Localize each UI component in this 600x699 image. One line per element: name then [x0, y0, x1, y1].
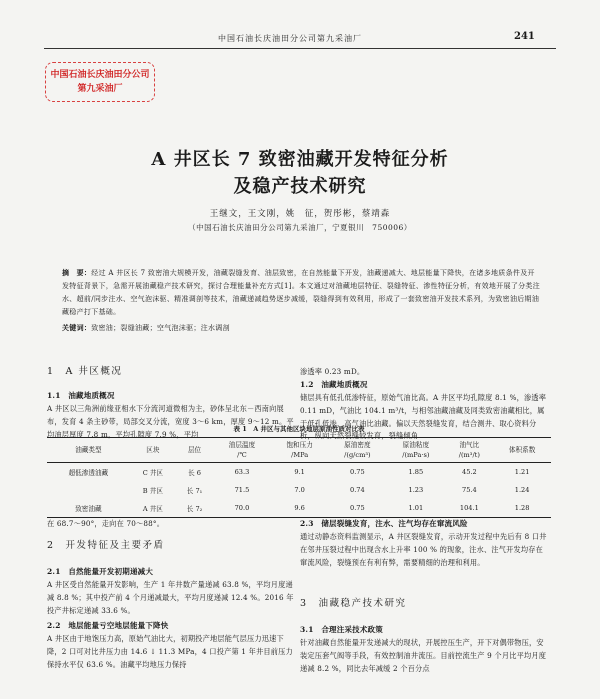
table-header-cell: 饱和压力 /MPa [286, 441, 313, 459]
table-cell: 长 6 [188, 469, 201, 477]
table-cell: 0.75 [350, 468, 365, 476]
table-cell: 1.21 [514, 468, 530, 476]
table-cell: C 井区 [142, 469, 164, 477]
property-table [47, 424, 551, 518]
keywords-text: 致密油；裂缝油藏；空气泡沫驱；注水调剖 [91, 324, 230, 332]
abstract [62, 266, 542, 319]
table-cell: 致密油藏 [75, 505, 102, 513]
stamp-line-1: 中国石油长庆油田分公司 [50, 70, 150, 80]
table-header-cell: 油层温度 /℃ [228, 441, 256, 459]
table-cell: 0.75 [350, 504, 365, 512]
table-cell: 长 7₂ [186, 505, 203, 513]
section-1-heading: 1 A 井区概况 [47, 366, 123, 377]
section-3-heading: 3 油藏稳产技术研究 [300, 598, 407, 609]
paragraph-2-2: A 井区由于地饱压力高，原始气油比大，初期投产地层能气层压力迅速下降，2 口可对比井压力由 14.6 ↓ 11.3 MPa，4 口投产第 1 年井目前压力保持水平仅 63.6 %。油藏平均地压力保持 [47, 634, 293, 669]
section-2-heading: 2 开发特征及主要矛盾 [47, 540, 165, 551]
table-header-row [47, 438, 551, 463]
subsection-3-1-heading: 3.1 合理注采技术政策 [300, 625, 383, 634]
paper-title [0, 146, 600, 200]
table-cell: 104.1 [459, 504, 479, 512]
table-row [47, 463, 551, 482]
table-header-cell: 原油密度 /(g/cm³) [344, 441, 371, 459]
table-cell: B 井区 [142, 487, 163, 495]
table-cell: 75.4 [462, 486, 477, 494]
subsection-2-3-heading: 2.3 储层裂缝发育，注水、注气均存在窜流风险 [300, 519, 468, 528]
journal-header: 中国石油长庆油田分公司第九采油厂 [218, 34, 362, 43]
paragraph-1-1: A 井区以三角洲前缘亚相水下分流河道微相为主，砂体呈北东－西南向展布，发育 4 条主砂带，局部交叉分流，宽度 3～6 km，厚度 9～12 m。平均油层厚度 7.8 m，平均孔隙度 7.9 %，平均 [47, 404, 294, 439]
table-cell: 超低渗透油藏 [68, 469, 109, 477]
table-cell: A 井区 [142, 505, 163, 513]
table-header-cell: 油气比 /(m³/t) [458, 441, 480, 459]
keywords [62, 323, 542, 333]
subsection-1-1-heading: 1.1 油藏地质概况 [47, 391, 115, 400]
paragraph-2-1: A 井区受自然能量开发影响，生产 1 年井数产量递减 63.8 %，平均月度递减 8.8 %；其中投产前 4 个月递减最大，平均月度递减 12.4 %。2016 年投产井标定递减 33.6 %。 [47, 580, 294, 615]
authors: 王继文，王文刚，姚 征，贺彤彬，蔡靖森 [209, 209, 391, 219]
table-cell: 长 7₁ [186, 487, 203, 495]
organization-stamp [45, 62, 155, 102]
table-cell: 1.01 [408, 504, 424, 512]
paragraph-1-2: 储层具有低孔低渗特征，原始气油比高。A 井区平均孔隙度 8.1 %，渗透率 0.11 mD，气油比 104.1 m³/t，与相邻油藏油藏及同类致密油藏相比，属于低孔低渗、高气油比油藏。偏以天然裂缝发育，结合测井、取心资料分析，纵向天然裂缝较发育，裂缝倾角 [300, 393, 547, 441]
affiliation: （中国石油长庆油田分公司第九采油厂，宁夏银川 750006） [188, 223, 412, 232]
subsection-2-2-heading: 2.2 地层能量亏空地层能量下降快 [47, 621, 169, 630]
table-caption: 表 1 A 井区与其他区块地层原油性质对比表 [233, 425, 365, 433]
table-cell: 1.24 [514, 486, 530, 494]
table-header-cell: 原油粘度 /(mPa·s) [402, 441, 430, 459]
subsection-1-2-heading: 1.2 油藏地质概况 [300, 380, 368, 389]
table-cell: 63.3 [234, 468, 250, 476]
table-header-cell: 体积系数 [508, 446, 536, 454]
title-line-1: A 井区长 7 致密油藏开发特征分析 [151, 149, 449, 170]
table-cell [47, 481, 130, 499]
table-header-cell: 区块 [146, 446, 160, 454]
title-line-2: 及稳产技术研究 [233, 176, 367, 197]
stamp-line-2: 第九采油厂 [77, 84, 123, 94]
table-header-cell: 油藏类型 [75, 446, 102, 454]
table-row [47, 499, 551, 518]
table-header-cell: 层位 [187, 446, 202, 454]
left-bottom-line: 在 68.7～90°，走向在 70～88°。 [47, 519, 165, 528]
table-cell: 1.85 [408, 468, 424, 476]
table-cell: 1.28 [514, 504, 530, 512]
keywords-label: 关键词： [62, 323, 92, 332]
right-top-line: 渗透率 0.23 mD。 [300, 367, 365, 376]
table-cell: 45.2 [462, 468, 477, 476]
page-number: 241 [514, 31, 535, 42]
table-body [47, 463, 551, 518]
table-cell: 1.23 [408, 486, 424, 494]
table-cell: 9.1 [294, 468, 305, 476]
table-cell: 9.6 [294, 504, 305, 512]
subsection-2-1-heading: 2.1 自然能量开发初期递减大 [47, 567, 154, 576]
paragraph-3-1: 针对油藏自然能量开发递减大的现状，开展控压生产，开下对偶带物压，安装定压套气阀等手段，有效控制油井流压。目前控流生产 9 个月比平均月度递减 8.2 %，同比去年减缓 2 个百分点 [300, 638, 547, 673]
data-table [47, 437, 551, 518]
abstract-text: 经过 A 井区长 7 致密油大规模开发，油藏裂缝发育、油层致密，在自然能量下开发，油藏递减大、地层能量下降快，在诸多地质条件及开发特征背景下，急需开展油藏稳产技术研究，探讨合理能量补充方式[1]。本文通过对油藏地层特征、裂缝特征、渗性特征分析，有效地开展了分类注水、超前/同步注水、空气泡沫驱、精准调剖等技术，油藏递减趋势逐步减缓，裂缝得到有效利用，形成了一套致密油开发技术系列，为致密油后期油藏稳产打下基础。 [62, 269, 541, 316]
table-row [47, 481, 551, 499]
table-cell: 70.0 [234, 504, 250, 512]
header-rule [44, 48, 556, 49]
table-cell: 0.74 [350, 486, 365, 494]
table-cell: 71.5 [234, 486, 250, 494]
abstract-label: 摘 要： [62, 268, 92, 277]
paragraph-2-3: 通过动静态资料监测显示，A 井区裂缝发育，示动开发过程中先后有 8 口井在邻井压裂过程中出现含水上升率 100 % 的现象，注水、注气开发均存在窜流风险，裂缝预在有利有弊，需要精细的治理和利用。 [300, 532, 547, 567]
table-cell: 7.0 [294, 486, 305, 494]
